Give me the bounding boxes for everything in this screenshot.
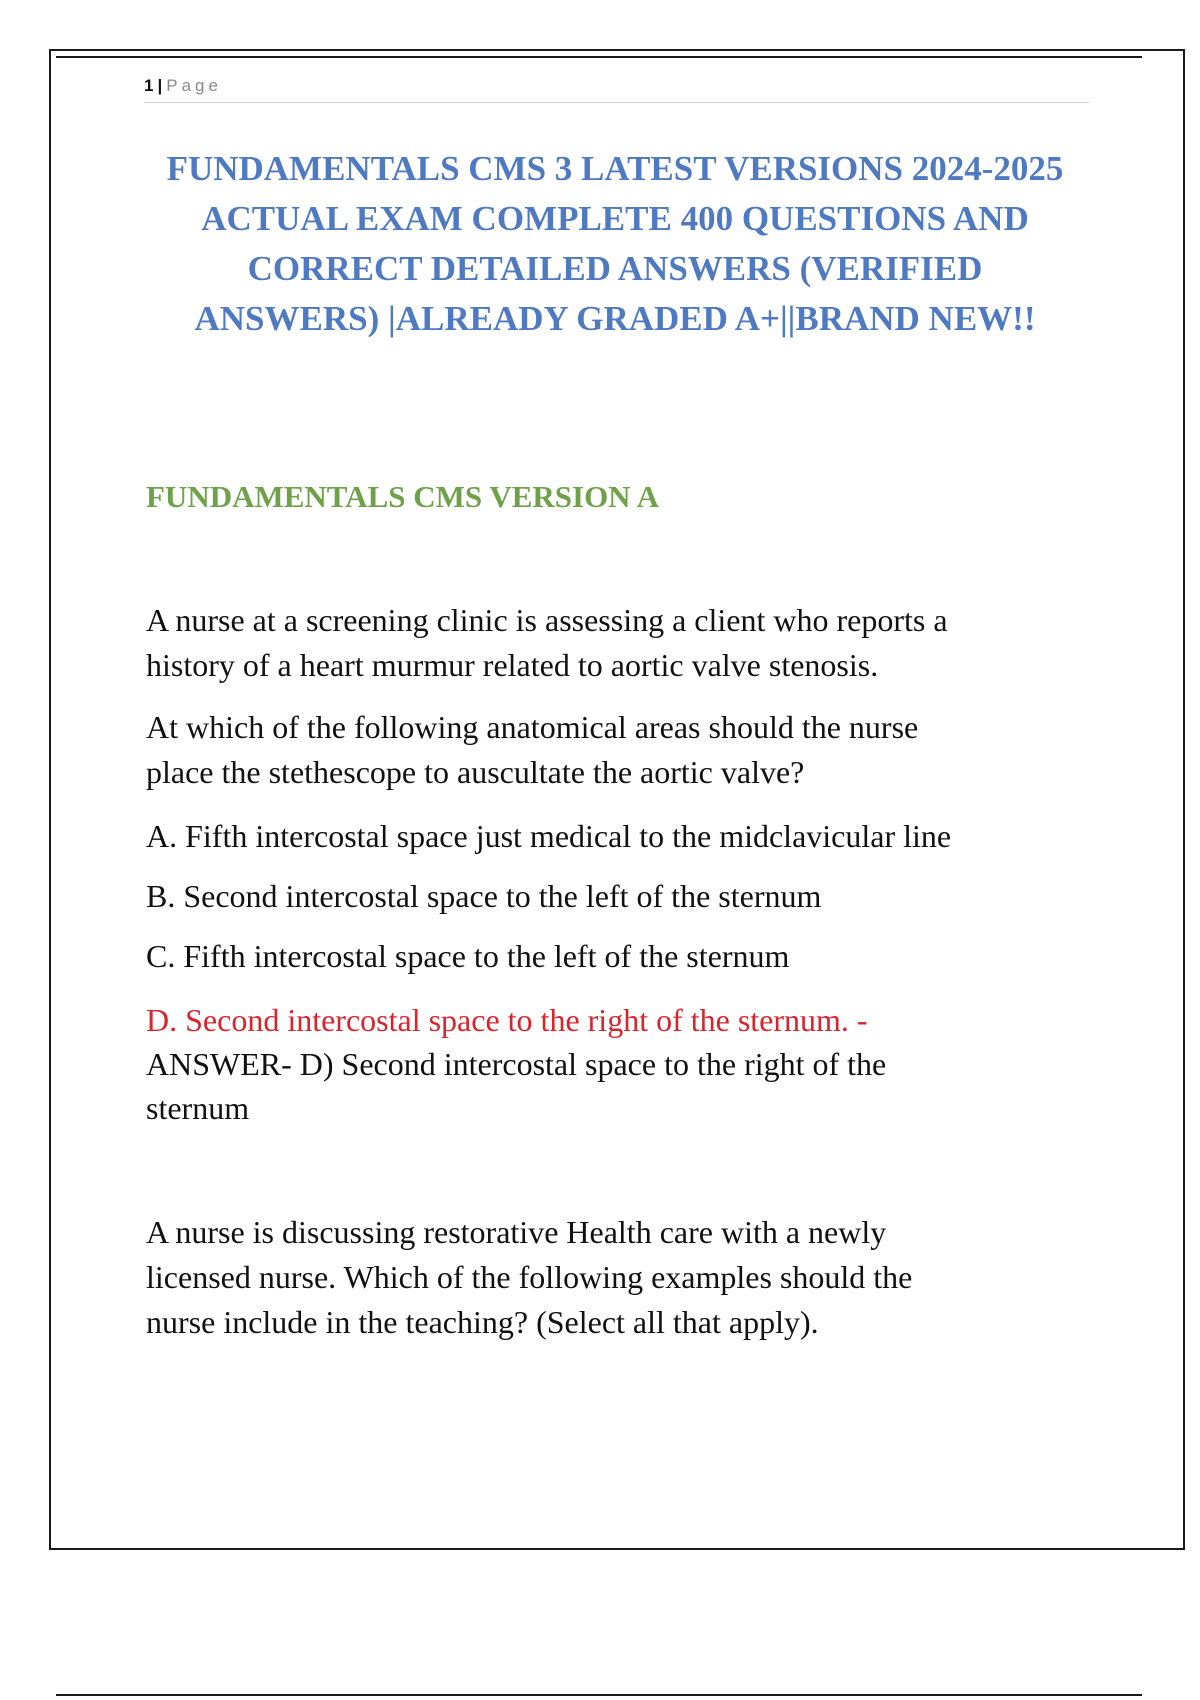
title-line-2: ACTUAL EXAM COMPLETE 400 QUESTIONS AND (201, 199, 1029, 238)
question-2-line-3: nurse include in the teaching? (Select all that apply). (146, 1304, 819, 1340)
question-2-line-1: A nurse is discussing restorative Health care with a newly (146, 1214, 887, 1250)
question-1-correct-option: D. Second intercostal space to the right of the sternum. - (146, 1002, 868, 1038)
title-line-1: FUNDAMENTALS CMS 3 LATEST VERSIONS 2024-2025 (166, 149, 1064, 188)
question-1-option-b: B. Second intercostal space to the left of the sternum (146, 878, 822, 914)
question-1-prompt-line-1: At which of the following anatomical areas should the nurse (146, 709, 919, 745)
section-heading: FUNDAMENTALS CMS VERSION A (146, 479, 659, 514)
bottom-rule (56, 1694, 1142, 1696)
question-1-intro-line-2: history of a heart murmur related to aortic valve stenosis. (146, 647, 879, 683)
question-1-intro-line-1: A nurse at a screening clinic is assessing a client who reports a (146, 602, 948, 638)
title-line-3: CORRECT DETAILED ANSWERS (VERIFIED (247, 249, 983, 288)
page-number: 1 (144, 76, 154, 95)
question-2-line-2: licensed nurse. Which of the following examples should the (146, 1259, 913, 1295)
document-title (130, 144, 1100, 344)
question-2-text (146, 1210, 1086, 1345)
question-1-answer-block (146, 998, 1046, 1130)
page-separator: | (157, 76, 163, 95)
question-1-intro (146, 598, 1086, 688)
question-1-option-c: C. Fifth intercostal space to the left of the sternum (146, 938, 790, 974)
question-1-answer-line-1: ANSWER- D) Second intercostal space to the right of the (146, 1046, 887, 1082)
page-label: Page (166, 76, 222, 95)
question-1-option-a: A. Fifth intercostal space just medical to the midclavicular line (146, 818, 952, 854)
question-1-answer-line-2: sternum (146, 1090, 250, 1126)
title-line-4: ANSWERS) |ALREADY GRADED A+||BRAND NEW!! (194, 299, 1036, 338)
question-1-prompt (146, 705, 1086, 795)
question-1-prompt-line-2: place the stethescope to auscultate the aortic valve? (146, 754, 805, 790)
page-header (144, 74, 1089, 103)
